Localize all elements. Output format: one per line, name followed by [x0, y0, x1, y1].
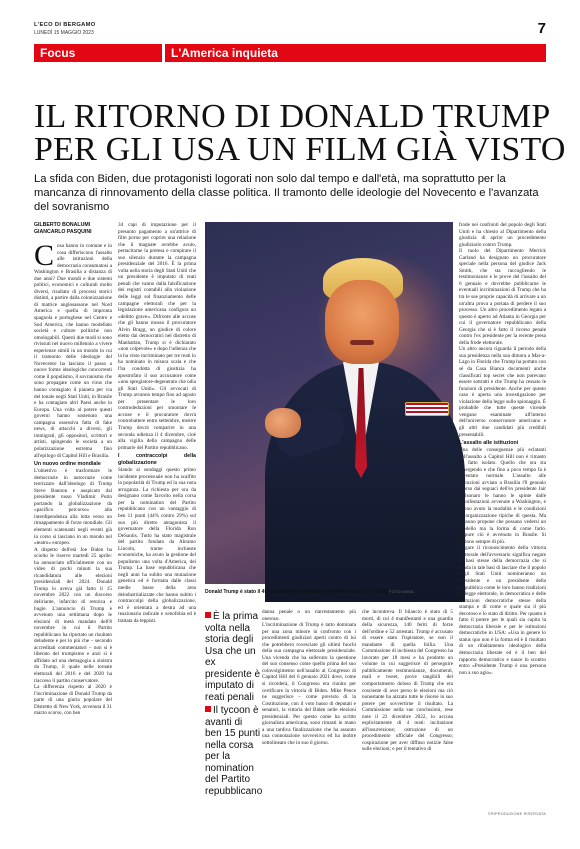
article-column-1 — [34, 222, 112, 802]
article-paragraph: Il ruolo del Dipartimento Merrick Garland ha designato un procuratore speciale nella persona del giudice Jack Smith, che sta raccogliendo le testimonianze e le prove del l'assalto del 6 gennaio e dovrebbe pubblicarne le eventuali incriminazioni di Trump che ha tra le sue proprie capacità di arrivare a un un'altra prova a portata di perdere il suo processo. Un altro procedimento legato a questo è aperto ad Atlanta in Georgia per cui il governatore repubblicano della Georgia che si è fatto il ricorso penale contro l'ex presidente per la recente presa della frode elettorale. — [459, 248, 546, 346]
copyright-notice: ©RIPRODUZIONE RISERVATA — [487, 812, 546, 816]
article-paragraph: Una delle conseguenze più eclatanti dell'assalto a Capitol Hill non è rimasto un fatto isolato. Quello che ora sta emergendo e che fino a poco tempo fa è diventato normale. L'assalto alle istituzioni avviato a Brasilia l'8 gennaio scorso dai seguaci dell'ex presidente Jair Bolsonaro le hanno le spinte dalle manifestazioni avvenute a Washington, e hanno avuto la modalità e le condizioni di organizzazione tipiche di questa. Ma nessuno propone che possano vedersi un modello ma la forma di come farlo. Eppure ciò è avvenuto in Brasile. Si vedono sempre di più. — [459, 447, 546, 545]
article-paragraph: La differenza rispetto al 2020 è l'incriminazione di Donald Trump da parte di una giuria popolare del Distretto di New York, avvenuta il 31 marzo scorso, con ben — [34, 684, 112, 717]
pull-quote-text: Il tycoon è avanti di ben 15 punti nella corsa per la nomination del Partito repubblicano — [205, 705, 263, 797]
pull-quote-text: È la prima volta nella storia degli Usa che un ex presidente è imputato di reati penali — [205, 611, 261, 703]
article-paragraph: L'incriminazione di Trump è tatto dominata per una zona minore in confronto con i procedimenti giudiziari aperti contro di lui che potrebbero rovesciare gli ultimi fuochi della sua campagna elettorale presidenziale. Una vicenda che ha sollevato la questione del suo consenso come quello prima del suo coinvolgimento nell'assalto al Congresso di Capitol Hill del 6 gennaio 2021 dove, come si ricorderà, il Congresso era riunito per certificare la vittoria di Biden. Mike Pence ne suggerisce – come previsto di la Costituzione, con il voto basso di deputati e senatori, la vittoria del Biden nelle elezioni presidenziali. Per questo come ha scritto giornalista americana, sono rimasti in mano a una tardiva finalizzazione che ha assunto una connotazione sovversiva ed ha inoltre sottolineato che in suo il giorno. — [262, 622, 356, 746]
article-paragraph: Negare il riconoscimento della vittoria elettorale dell'avversario significa negare le basi stesse della democrazia che si fonda in tale basi di lasciare che il popolo degli Stati Uniti nomineranno un presidente e un presidente della Repubblica come le loro hanno tradizioni di legge elettorale, in democratica e delle istituzioni democratiche stesse della stampa e di come e quale sia il più decoroso e lo stato di diritto. Per quanto è fatto il potere per le quali sia capita la democrazia liberale e per le istituzioni democratiche in USA: «Usa in genere lo status quo non è la forma ed è il risultato di un ribaltamento ideologico della democrazia liberale ed è il ben del rapporto democratico e nasce lo scontro entro «Presidente Trump è una persona non a suo agio». — [459, 545, 546, 676]
section-tag: Focus — [34, 44, 162, 62]
article-paragraph — [34, 239, 112, 459]
article-column-3 — [459, 222, 546, 822]
article-paragraph: 34 capi di imputazione per il presunto pagamento a un'attrice di film porno per coprire una relazione che il magnate avrebbe avuto, pertacitarne la pretesa e compirare il suo silenzio durante la campagna presidenziale del 2016. È la prima volta nella storia degli Stati Uniti che un presidente è imputato di reati penali che vanno dalla falsificazione dei registri contabili alla violazione delle leggi sul finanziamento delle campagne elettorali che per la legislazione americana configura un «delitto grave». Difronte alle accuse che gli hanno mosso il procuratore Alvin Bragg, un giudice di colore eletto dai democratici nel distretto di Manhattan, Trump si è dichiarato «non colpevole» e dopo l'udienza che la ha visto incriminato per tre reati lo ha nominato in misura scala e che l'ha condotta di giustizia ha apostrofato il suo accusatore come «uno spregiatore-degenerato che odia gli Stati Uniti». Gli avvocati di Trump avranno tempo fino ad agosto per presentare le loro controdeduzioni per smontare le accuse e il procuratore dovrà controbattere entro settembre, mentre Trump dovrà comparire in una seconda udienza il 4 dicembre, cioè alla vigilia della campagna delle primarie del Partito repubblicano. — [118, 222, 196, 451]
headline — [34, 98, 566, 168]
photo-mouth — [350, 340, 374, 345]
subheading: Un nuovo ordine mondiale — [34, 461, 101, 468]
photo-caption — [205, 588, 453, 596]
photo-face — [325, 280, 399, 364]
author-2: GIANCARLO PASQUINI — [34, 228, 92, 235]
subheading: L'assalto alle istituzioni — [459, 440, 519, 447]
masthead — [34, 20, 546, 40]
article-column-2 — [118, 222, 196, 624]
article-paragraph: A dispetto dell'età Joe Biden ha sciolto le riserve martedì 25 aprile: ha annunciato ufficialmente con un video di pochi minuti la sua ricandidatura alle elezioni presidenziali del 2024. Donald Trump lo aveva già fatto il 15 novembre 2022 con un discorso deliriante, infarcito di retorica e bugie. L'annuncio di Trump è avvenuto una settimana dopo le elezioni di metà mandato dell'8 novembre in cui il Partito repubblicano ha riportato un risultato deludente e per lo più che – secondo accreditati commentatori – non si è liberato del trumpismo e anzi si è affidato ad una demagogia a sinistra da Trump, il quale nelle tornate elettorali del 2016 e del 2020 ha riacceso il partito conservatore. — [34, 546, 112, 684]
subheading: I contraccolpi della globalizzazione — [118, 453, 196, 467]
red-square-icon — [205, 612, 211, 618]
drop-cap: C — [34, 239, 55, 272]
subtitle: La sfida con Biden, due protagonisti logorati non solo dal tempo e dall'età, ma soprattutto per la mancanza di rinnovamento della classe politica. Il tramonto delle ideologie del Novecento e l'avanzata del sovranismo — [34, 173, 539, 213]
author-1: GILBERTO BONALUMI — [34, 222, 91, 228]
pull-quote-1 — [205, 611, 261, 703]
paper-name: L'ECO DI BERGAMO — [34, 22, 96, 28]
section-label: L'America inquieta — [165, 44, 546, 62]
photo-pointing-hand — [265, 408, 301, 438]
trump-photo — [205, 222, 453, 584]
article-column-5 — [362, 609, 453, 819]
article-paragraph: danna penale o un riarrestamento più oneroso. — [262, 609, 356, 622]
red-square-icon — [205, 706, 211, 712]
section-bar — [34, 44, 546, 62]
article-paragraph: Stando ai sondaggi questo primo incidente processuale non ha scalfito la popolarità di Trump ed la sua nota arroganza. La richiesta per ora da designano come favorito nella corsa per la nomination del Partito repubblicano con un vantaggio di ben 11 punti (44% contro 29%) sul suo più diretto antagonista il governatore della Florida Ron DeSantis. Tutto ha stato magistrale del partito fondato da Abramo Lincoln, trarne inchieste economiche, ha avuto la gestione del populismo una volta d'America, dei Trump. La base repubblicana che negli anni ha subito una mutazione genetica ed è formata dalle classi medie basse della area deindustrializzate che hanno subito i contraccolpi della globalizzazione, ed è orientata a destra ad una reazionaria radicale e xenofobia ed è trattata da teppisti. — [118, 467, 196, 624]
headline-line-2: PER GLI USA UN FILM GIÀ VISTO — [34, 131, 566, 168]
caption-text: Donald Trump è stato il 45° presidente degli Stati Uniti d'America (2017-2021) — [205, 589, 388, 595]
article-paragraph: Un altro ancora riguarda il periodo della sua presidenza nella sua dimora a Mar-a-Lago in Florida che Trump ha portato con sé da Casa Bianca documenti anche classificati top secret che non potevano essere sottratti e che Trump ha cessato le funzioni di presidente. Anche per questo caso è aperta una investigazione per violazione della legge sullo spionaggio. È probabile che tutte queste vicende vengano esaminate all'interno dell'universo conservatore americano e gli altri due candidati più credibili presentabili. — [459, 346, 546, 438]
article-column-4 — [262, 609, 356, 819]
pull-quote-2 — [205, 705, 261, 797]
article-paragraph: L'obiettivo è trasformare le democrazie in autocrazie come teorizzato dall'ideologo di Trump Steve Bannon e auspicato dal presidente russo Vladimir Putin portando la globalizzazione da «pacifico percorso» alla interdipendenza alla lotta verso un rimappamento di forze mondiale. Gli elementi scatenanti negli eventi già in corso si lasciano in un mondo nel «teatro» europeo. — [34, 468, 112, 547]
article-paragraph: frode nei confronti del popolo degli Stati Uniti e ha chiesto al Dipartimento della giustizia di aprire un procedimento giudiziario contro Trump. — [459, 222, 546, 248]
article-paragraph: che incontreva. Il bilancio è stato di 5 morti, di cui 4 manifestanti e una guardia della sicurezza, 140 feriti di forze dell'ordine e 52 arrestati. Trump è accusato di essere stato l'ispiratore, se non il mandante di quella follia. Una Commissione di inchiesta del Congresso ha lavorato per 18 mesi e ha prodotto un volume in cui suggerisce di perseguire pubblicamente testimonianze, documenti, mail e tweet, prove tangibili del comportamento doloso di Trump che era cosciente di aver perso le elezioni ma ciò nonostante ha aizzato tutte le risorse in suo potere per sovvertirne il risultato. La Commissione nella sue conclusioni, rese note il 22 dicembre 2022, lo accusa esplicitamente di 4 reati: incitazione all'insurrezione; ostruzione di un procedimento ufficiale del Congresso; cospirazione per aver diffuso notizie false sulle elezioni; e per il tentativo di — [362, 609, 453, 753]
photo-credit: FOTO ANSA — [389, 589, 414, 594]
paragraph-text: osa hanno in comune e in cosa differiscono l'assalto alle istituzioni della democrazia consumatosi a Washington e Brasilia a distanza di due anni? Due mondi e due sistemi politici, economici e culturali molto diversi, risultato di processi storici distinti, a partire dalla colonizzazione di matrice anglosassone nel Nord America e quella di impronta spagnola e portoghese nel Centro e Sud America, che hanno modellato società e culture politiche non omologabili. Questi due modi si sono rivissuti nel nuovo millennio a vivere esperienze simili in un mondo in cui il tramonto delle ideologie del Novecento ha lasciato il passo a nuove forme ideologiche concorrenti come il populismo, il sovranismo che sono propagate come un virus che hanno contagiato il pianeta per via del tonale negli Stati Uniti, in Brasile e ha contagiato altri Paesi anche in Europa. Una volta al potere questi governi hanno sostenuto una campagna ossessiva fatta di fake news, di attacchi a diversi, gli immigrati, gli oppositori, scrittori e artisti, spingendo le società a un polarizzazione estrema fino all'epilogo di Capitol Hill e Brasilia. — [34, 243, 112, 459]
paper-date: LUNEDÌ 15 MAGGIO 2023 — [34, 30, 94, 36]
headline-line-1: IL RITORNO DI DONALD TRUMP — [34, 98, 551, 135]
page-number: 7 — [537, 20, 546, 37]
flag-pin-icon — [405, 402, 449, 416]
byline — [34, 222, 112, 235]
